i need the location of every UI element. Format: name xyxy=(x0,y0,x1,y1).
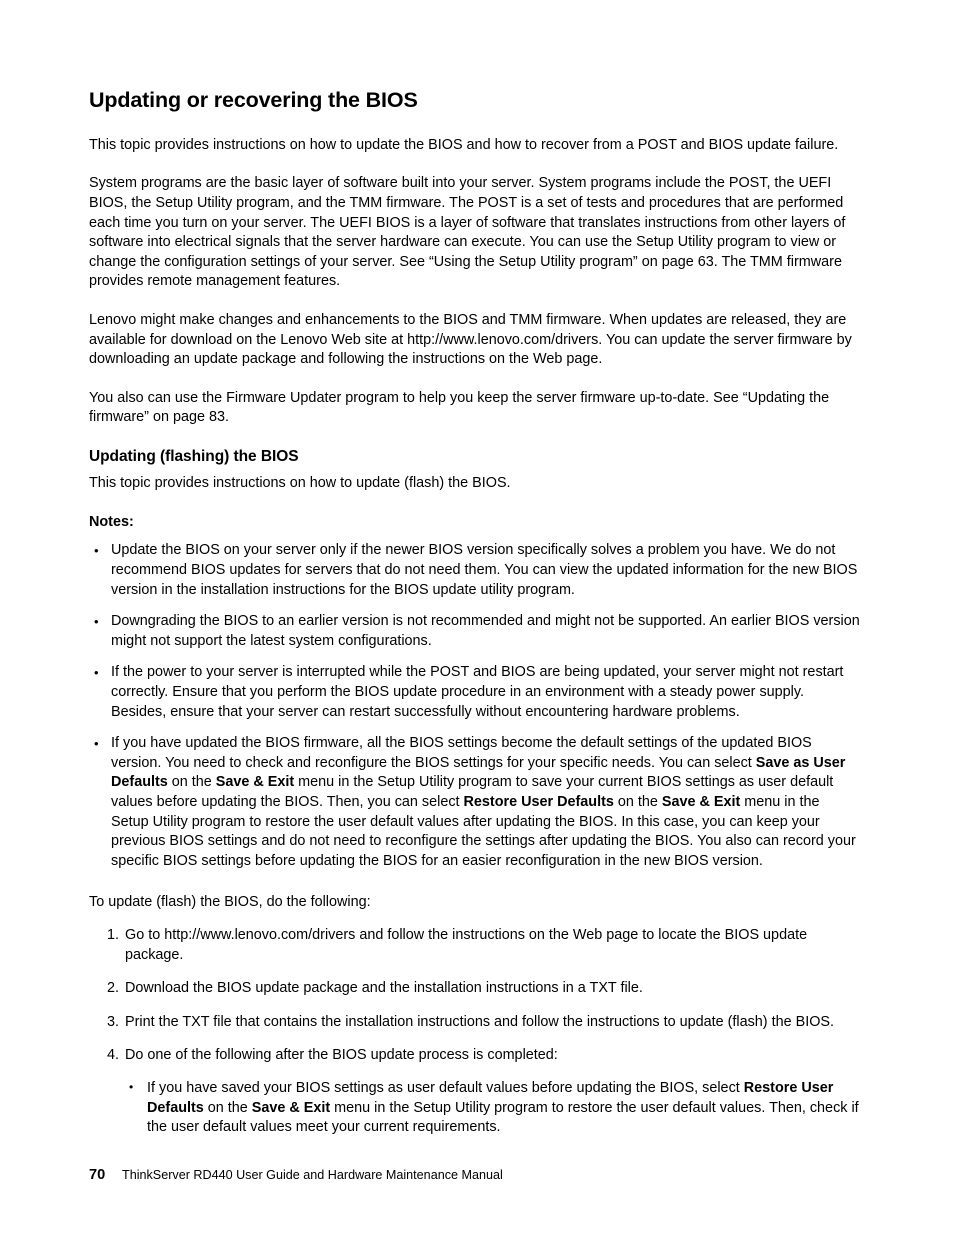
emphasis-term: Save as User Defaults xyxy=(111,754,846,791)
paragraph-system-programs: System programs are the basic layer of software built into your server. System programs include the POST, the UEFI BIOS, the Setup Utility program, and the TMM firmware. The POST is a set of tests and procedures that are performed each time you turn on your server. The UEFI BIOS is a layer of software that translates instructions from other layers of software into electrical signals that the server hardware can execute. You can use the Setup Utility program to view or change the configuration settings of your server. See “Using the Setup Utility program” on page 63. The TMM firmware provides remote management features. xyxy=(89,175,846,290)
procedure-step-text xyxy=(125,980,643,996)
page-footer xyxy=(89,1167,861,1183)
emphasis-term: Restore User Defaults xyxy=(147,1079,834,1116)
procedure-step xyxy=(89,979,861,999)
procedure-intro: To update (flash) the BIOS, do the following: xyxy=(89,894,371,911)
note-item xyxy=(89,612,861,651)
text-run: Do one of the following after the BIOS update process is completed: xyxy=(125,1047,558,1064)
procedure-step xyxy=(89,1046,861,1137)
note-item xyxy=(89,663,861,722)
procedure-step xyxy=(89,1013,861,1033)
procedure-steps xyxy=(89,926,861,1138)
procedure-substep-list xyxy=(125,1079,861,1138)
text-run: menu in the Setup Utility program to restore the user default values after updating the BIOS. In this case, you can keep your previous BIOS settings and do not need to reconfigure the settings after updating the BIOS. You also can record your specific BIOS settings before updating the BIOS for an easier reconfiguration in the new BIOS version. xyxy=(111,794,856,869)
procedure-step-text xyxy=(125,1014,834,1030)
text-run: menu in the Setup Utility program to restore the user default values. Then, check if the user default values meet your current requirements. xyxy=(147,1099,859,1136)
text-run: on the xyxy=(613,794,662,811)
text-run: menu in the Setup Utility program to save your current BIOS settings as user default values before updating the BIOS. Then, you can select xyxy=(111,774,834,811)
paragraph-firmware-updater: You also can use the Firmware Updater program to help you keep the server firmware up-to-date. See “Updating the firmware” on page 83. xyxy=(89,389,830,426)
procedure-substep xyxy=(125,1079,861,1138)
section-intro-paragraph: This topic provides instructions on how to update (flash) the BIOS. xyxy=(89,475,511,492)
text-run: If the power to your server is interrupted while the POST and BIOS are being updated, your server might not restart correctly. Ensure that you perform the BIOS update procedure in an environment with a steady power supply. Besides, ensure that your server can restart successfully without encountering hardware problems. xyxy=(111,664,844,720)
emphasis-term: Restore User Defaults xyxy=(463,794,614,811)
text-run: Downgrading the BIOS to an earlier version is not recommended and might not be supported. An earlier BIOS version might not support the latest system configurations. xyxy=(111,613,860,649)
text-run: If you have saved your BIOS settings as user default values before updating the BIOS, select xyxy=(147,1079,744,1096)
notes-list xyxy=(89,541,861,871)
intro-paragraph: This topic provides instructions on how to update the BIOS and how to recover from a POST and BIOS update failure. xyxy=(89,136,839,153)
text-run: on the xyxy=(167,774,216,791)
emphasis-term: Save & Exit xyxy=(661,794,741,811)
page-title: Updating or recovering the BIOS xyxy=(89,88,418,112)
footer-page-number: 70 xyxy=(89,1167,106,1183)
paragraph-lenovo-updates: Lenovo might make changes and enhancements to the BIOS and TMM firmware. When updates are released, they are available for download on the Lenovo Web site at http://www.lenovo.com/drivers. You can update the server firmware by downloading an update package and following the instructions on the Web page. xyxy=(89,311,852,368)
emphasis-term: Save & Exit xyxy=(215,774,295,791)
procedure-step-text xyxy=(125,927,807,963)
page-content xyxy=(89,88,861,1152)
notes-label: Notes: xyxy=(89,513,134,530)
text-run: Go to http://www.lenovo.com/drivers and follow the instructions on the Web page to locate the BIOS update package. xyxy=(125,926,808,963)
text-run: Download the BIOS update package and the installation instructions in a TXT file. xyxy=(125,980,643,997)
note-item xyxy=(89,734,861,871)
text-run: If you have updated the BIOS firmware, all the BIOS settings become the default settings of the updated BIOS version. You need to check and reconfigure the BIOS settings for your specific needs. You can select xyxy=(111,735,812,771)
text-run: on the xyxy=(203,1099,252,1116)
footer-manual-title: ThinkServer RD440 User Guide and Hardware Maintenance Manual xyxy=(122,1168,503,1182)
note-item xyxy=(89,541,861,600)
text-run: Update the BIOS on your server only if the newer BIOS version specifically solves a problem you have. We do not recommend BIOS updates for servers that do not need them. You can view the updated information for the new BIOS version in the installation instructions for the BIOS update utility program. xyxy=(111,542,858,598)
procedure-step xyxy=(89,926,861,965)
section-heading-updating-flashing: Updating (flashing) the BIOS xyxy=(89,447,299,465)
emphasis-term: Save & Exit xyxy=(251,1099,331,1116)
list-spacer xyxy=(89,883,861,893)
procedure-step-text xyxy=(125,1047,558,1063)
text-run: Print the TXT file that contains the installation instructions and follow the instructions to update (flash) the BIOS. xyxy=(125,1013,834,1030)
